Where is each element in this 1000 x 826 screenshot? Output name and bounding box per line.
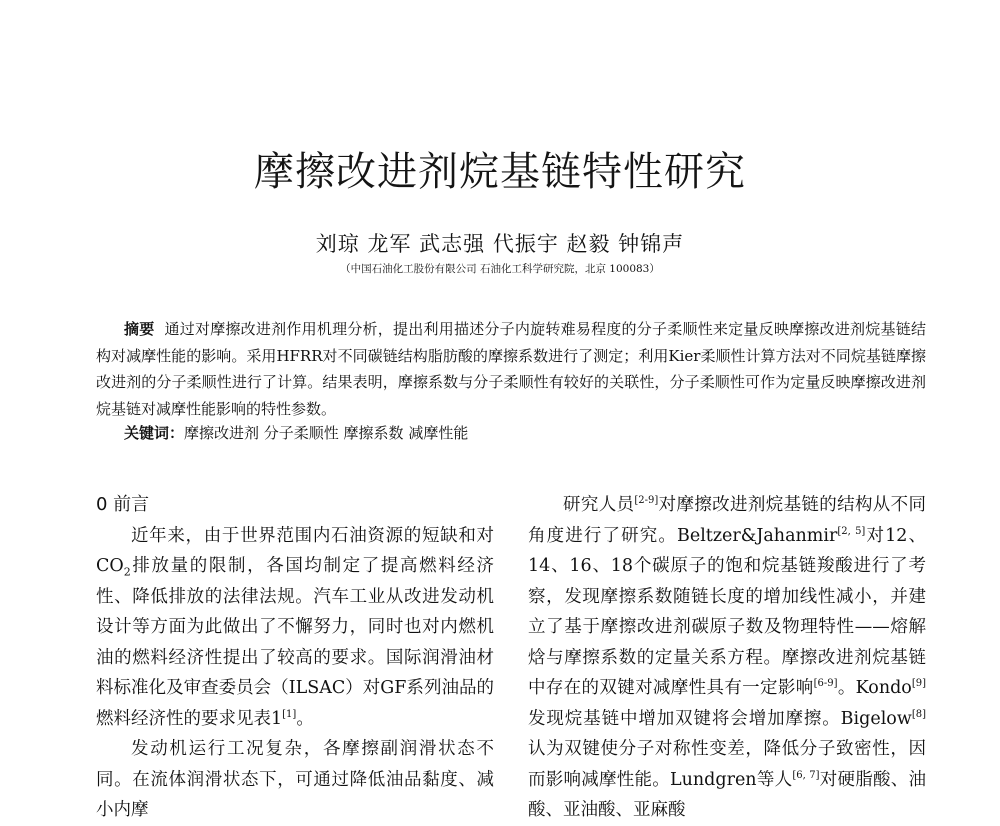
left-column	[96, 490, 494, 826]
abstract-label: 摘要	[124, 320, 155, 338]
keywords-label: 关键词：	[124, 424, 185, 442]
paper-title: 摩擦改进剂烷基链特性研究	[254, 149, 746, 195]
subscript: 2	[123, 565, 131, 579]
right-column	[528, 490, 926, 826]
abstract	[96, 316, 926, 422]
abstract-text: 通过对摩擦改进剂作用机理分析，提出利用描述分子内旋转难易程度的分子柔顺性来定量反映摩擦改进剂烷基链结构对减摩性能的影响。采用HFRR对不同碳链结构脂肪酸的摩擦系数进行了测定；利用Kier柔顺性计算方法对不同烷基链摩擦改进剂的分子柔顺性进行了计算。结果表明，摩擦系数与分子柔顺性有较好的关联性，分子柔顺性可作为定量反映摩擦改进剂烷基链对减摩性能影响的特性参数。	[96, 320, 926, 418]
citation: [9]	[911, 678, 927, 690]
affiliation: （中国石油化工股份有限公司 石油化工科学研究院，北京 100083）	[340, 263, 660, 275]
citation: [2, 5]	[837, 525, 866, 537]
paragraph: 发动机运行工况复杂，各摩擦副润滑状态不同。在流体润滑状态下，可通过降低油品黏度、减小内摩	[96, 739, 494, 820]
keywords-text: 摩擦改进剂 分子柔顺性 摩擦系数 减摩性能	[184, 424, 469, 442]
citation: [6-9]	[813, 678, 838, 690]
keywords	[124, 423, 468, 443]
citation: [2-9]	[634, 495, 659, 507]
citation: [6, 7]	[792, 769, 820, 781]
author-list: 刘琼 龙军 武志强 代振宇 赵毅 钟锦声	[315, 232, 685, 256]
paragraph: 近年来，由于世界范围内石油资源的短缺和对$CO_2$排放量的限制，各国均制定了提高燃料经济性、降低排放的法律法规。汽车工业从改进发动机设计等方面为此做出了不懈努力，同时也对内燃机油的燃料经济性提出了较高的要求。国际润滑油材料标准化及审查委员会（ILSAC）对GF系列油品的燃料经济性的要求见表1[1]。	[96, 525, 494, 729]
citation: [1]	[282, 708, 297, 720]
citation: [8]	[911, 708, 926, 720]
paragraph: 研究人员[2-9]对摩擦改进剂烷基链的结构从不同角度进行了研究。Beltzer&Jahanmir[2, 5]对12、14、16、18个碳原子的饱和烷基链羧酸进行了考察，发现摩擦系数随链长度的增加线性减小，并建立了基于摩擦改进剂碳原子数及物理特性——熔解焓与摩擦系数的定量关系方程。摩擦改进剂烷基链中存在的双键对减摩性具有一定影响[6-9]。Kondo[9]发现烷基链中增加双键将会增加摩擦。Bigelow[8]认为双键使分子对称性变差，降低分子致密性，因而影响减摩性能。Lundgren等人[6, 7]对硬脂酸、油酸、亚油酸、亚麻酸	[528, 495, 927, 820]
section-heading: 0 前言	[96, 494, 150, 515]
